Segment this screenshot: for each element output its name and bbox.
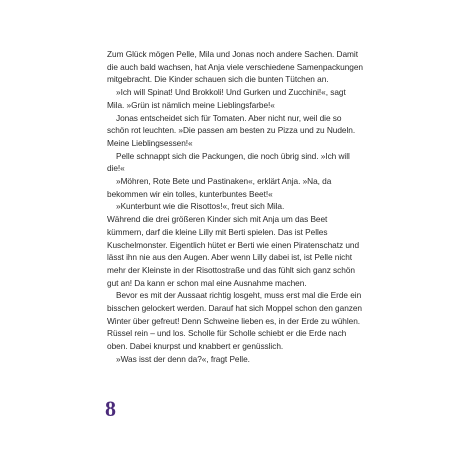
paragraph-8: Bevor es mit der Aussaat richtig losgeht, muss erst mal die Erde ein bisschen gelockert werden. Darauf hat sich Moppel schon den ganzen Winter über gefreut! Denn Schweine lieben es, in der Erde zu wühlen. Rüssel rein – und los. Scholle für Scholle schiebt er die Erde nach oben. Dabei knurpst und knabbert er genüsslich. <box>107 290 362 352</box>
paragraph-5: »Möhren, Rote Bete und Pastinaken«, erklärt Anja. »Na, da bekommen wir ein tolles, kunterbuntes Beet!« <box>107 176 332 199</box>
page-number: 8 <box>105 396 116 421</box>
paragraph-3: Jonas entscheidet sich für Tomaten. Aber nicht nur, weil die so schön rot leuchten. »Die passen am besten zu Pizza und zu Nudeln. Meine Lieblingsessen!« <box>107 112 356 148</box>
body-text <box>107 48 365 366</box>
paragraph-2: »Ich will Spinat! Und Brokkoli! Und Gurken und Zucchini!«, sagt Mila. »Grün ist nämlich meine Lieblingsfarbe!« <box>107 87 346 110</box>
paragraph-4: Pelle schnappt sich die Packungen, die noch übrig sind. »Ich will die!« <box>107 150 350 174</box>
paragraph-6: »Kunterbunt wie die Risottos!«, freut sich Mila. <box>116 201 285 212</box>
paragraph-7: Während die drei größeren Kinder sich mit Anja um das Beet kümmern, darf die kleine Lilly mit Berti spielen. Das ist Pelles Kuschelmonster. Eigentlich hütet er Berti wie einen Piratenschatz und lässt ihn nie aus den Augen. Aber wenn Lilly dabei ist, ist Pelle nicht mehr der Kleinste in der Risottostraße und das fühlt sich ganz schön gut an! Da kann er schon mal eine Ausnahme machen. <box>107 214 360 288</box>
paragraph-1: Zum Glück mögen Pelle, Mila und Jonas noch andere Sachen. Damit die auch bald wachsen, hat Anja viele verschiedene Samenpackungen mitgebracht. Die Kinder schauen sich die bunten Tütchen an. <box>107 49 363 85</box>
paragraph-9: »Was isst der denn da?«, fragt Pelle. <box>116 353 250 364</box>
